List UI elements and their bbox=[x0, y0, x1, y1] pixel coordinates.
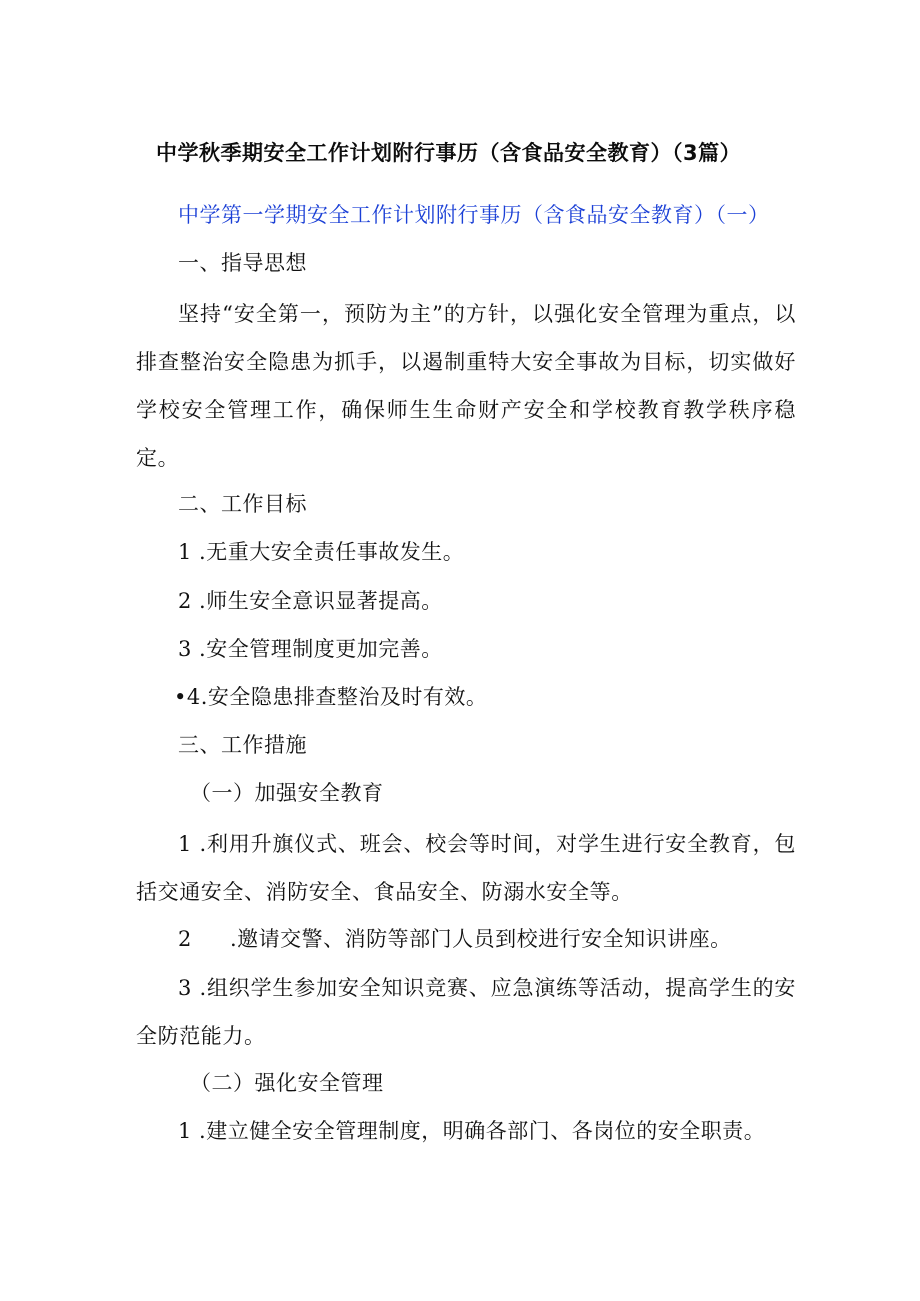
goal-item-1: 1 .无重大安全责任事故发生。 bbox=[178, 540, 465, 564]
measure-education-item-2-text: .邀请交警、消防等部门人员到校进行安全知识讲座。 bbox=[230, 927, 732, 951]
document-title: 中学秋季期安全工作计划附行事历（含食品安全教育）（3篇） bbox=[156, 141, 742, 165]
measure-education-item-1: 1 .利用升旗仪式、班会、校会等时间，对学生进行安全教育，包括交通安全、消防安全、食品安全、防溺水安全等。 bbox=[136, 832, 796, 904]
measure-education-item-3: 3 .组织学生参加安全知识竞赛、应急演练等活动，提高学生的安全防范能力。 bbox=[136, 976, 796, 1048]
guiding-ideology-paragraph: 坚持“安全第一，预防为主”的方针，以强化安全管理为重点，以排查整治安全隐患为抓手，以遏制重特大安全事故为目标，切实做好学校安全管理工作，确保师生生命财产安全和学校教育教学秩序稳定。 bbox=[136, 302, 796, 470]
goal-item-4: •4.安全隐患排查整治及时有效。 bbox=[174, 685, 488, 709]
subsection-heading-safety-management: （二）强化安全管理 bbox=[190, 1071, 384, 1095]
section-heading-work-measures: 三、工作措施 bbox=[178, 733, 307, 757]
section-heading-work-goals: 二、工作目标 bbox=[178, 492, 307, 516]
article-subtitle: 中学第一学期安全工作计划附行事历（含食品安全教育）（一） bbox=[178, 203, 770, 227]
section-heading-guiding-ideology: 一、指导思想 bbox=[178, 251, 307, 275]
measure-education-item-2-number: 2 bbox=[178, 927, 192, 951]
goal-item-2: 2 .师生安全意识显著提高。 bbox=[178, 589, 443, 613]
goal-item-3: 3 .安全管理制度更加完善。 bbox=[178, 637, 443, 661]
measure-management-item-1: 1 .建立健全安全管理制度，明确各部门、各岗位的安全职责。 bbox=[178, 1119, 766, 1143]
subsection-heading-safety-education: （一）加强安全教育 bbox=[190, 781, 384, 805]
